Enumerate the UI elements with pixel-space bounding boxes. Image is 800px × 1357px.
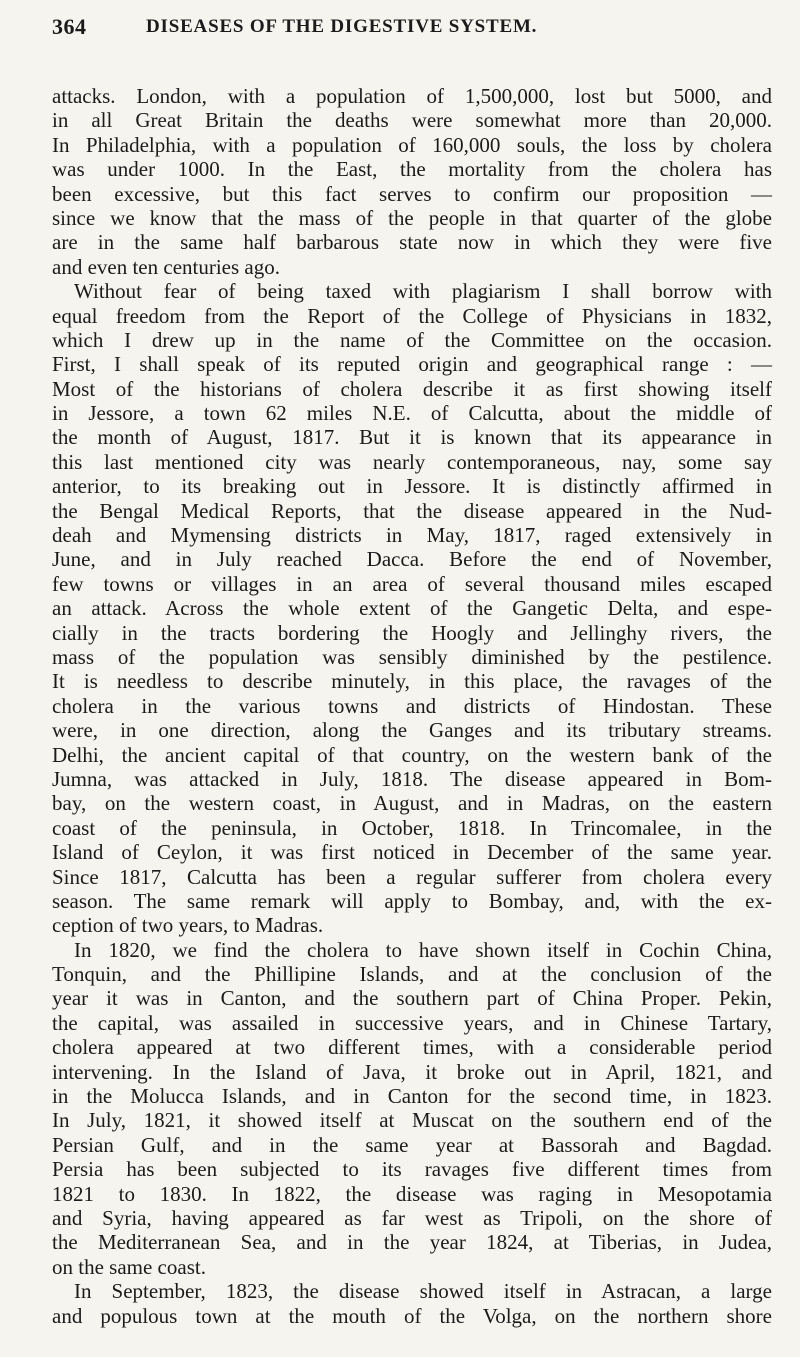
text-line: was under 1000. In the East, the mortality from the cholera has [52, 157, 772, 182]
text-line: the month of August, 1817. But it is known that its appearance in [52, 425, 772, 450]
text-line: equal freedom from the Report of the College of Physicians in 1832, [52, 303, 772, 328]
text-line: are in the same half barbarous state now in which they were five [52, 230, 772, 255]
text-line: Since 1817, Calcutta has been a regular sufferer from cholera every [52, 864, 772, 889]
text-line: the Bengal Medical Reports, that the disease appeared in the Nud- [52, 498, 772, 523]
text-line: which I drew up in the name of the Committee on the occasion. [52, 327, 772, 352]
text-line: cially in the tracts bordering the Hoogly and Jellinghy rivers, the [52, 620, 772, 645]
text-line: coast of the peninsula, in October, 1818. In Trincomalee, in the [52, 815, 772, 840]
text-line: and populous town at the mouth of the Volga, on the northern shore [52, 1303, 772, 1328]
text-line: June, and in July reached Dacca. Before the end of November, [52, 547, 772, 572]
text-line: in Jessore, a town 62 miles N.E. of Calcutta, about the middle of [52, 401, 772, 426]
text-line: First, I shall speak of its reputed origin and geographical range : — [52, 352, 772, 377]
text-line: Persia has been subjected to its ravages five different times from [52, 1157, 772, 1182]
text-line: cholera appeared at two different times, with a considerable period [52, 1035, 772, 1060]
text-line: anterior, to its breaking out in Jessore. It is distinctly affirmed in [52, 474, 772, 499]
text-line: Delhi, the ancient capital of that country, on the western bank of the [52, 742, 772, 767]
text-line: year it was in Canton, and the southern part of China Proper. Pekin, [52, 986, 772, 1011]
text-line: the capital, was assailed in successive years, and in Chinese Tartary, [52, 1010, 772, 1035]
text-line: on the same coast. [52, 1254, 206, 1279]
text-line: the Mediterranean Sea, and in the year 1824, at Tiberias, in Judea, [52, 1230, 772, 1255]
text-line: attacks. London, with a population of 1,500,000, lost but 5000, and [52, 84, 772, 108]
text-line: It is needless to describe minutely, in this place, the ravages of the [52, 669, 772, 694]
text-line: Island of Ceylon, it was first noticed in December of the same year. [52, 840, 772, 865]
text-line: since we know that the mass of the people in that quarter of the globe [52, 205, 772, 230]
text-line: 1821 to 1830. In 1822, the disease was raging in Mesopotamia [52, 1181, 772, 1206]
text-line: In September, 1823, the disease showed itself in Astracan, a large [74, 1279, 772, 1304]
text-line: been excessive, but this fact serves to confirm our proposition — [52, 181, 772, 206]
running-head [52, 14, 752, 40]
text-line: and Syria, having appeared as far west as Tripoli, on the shore of [52, 1205, 772, 1230]
text-line: mass of the population was sensibly diminished by the pestilence. [52, 644, 772, 669]
text-line: deah and Mymensing districts in May, 1817, raged extensively in [52, 523, 772, 548]
text-line: bay, on the western coast, in August, and in Madras, on the eastern [52, 791, 772, 816]
text-line: In Philadelphia, with a population of 160,000 souls, the loss by cholera [52, 132, 772, 157]
text-line: few towns or villages in an area of several thousand miles escaped [52, 571, 772, 596]
text-line: In July, 1821, it showed itself at Muscat on the southern end of the [52, 1108, 772, 1133]
text-line: ception of two years, to Madras. [52, 913, 324, 938]
text-line: in the Molucca Islands, and in Canton for the second time, in 1823. [52, 1084, 772, 1109]
text-line: this last mentioned city was nearly contemporaneous, nay, some say [52, 449, 772, 474]
text-line: an attack. Across the whole extent of the Gangetic Delta, and espe- [52, 596, 772, 621]
page-number: 364 [52, 14, 87, 39]
running-title: DISEASES OF THE DIGESTIVE SYSTEM. [146, 16, 538, 37]
text-line: Jumna, was attacked in July, 1818. The disease appeared in Bom- [52, 766, 772, 791]
text-line: Most of the historians of cholera describe it as first showing itself [52, 376, 772, 401]
text-line: Persian Gulf, and in the same year at Bassorah and Bagdad. [52, 1132, 772, 1157]
text-line: Without fear of being taxed with plagiarism I shall borrow with [74, 279, 772, 304]
text-line: intervening. In the Island of Java, it broke out in April, 1821, and [52, 1059, 772, 1084]
text-line: and even ten centuries ago. [52, 254, 280, 279]
text-line: season. The same remark will apply to Bombay, and, with the ex- [52, 888, 772, 913]
text-line: in all Great Britain the deaths were somewhat more than 20,000. [52, 108, 772, 133]
text-line: Tonquin, and the Phillipine Islands, and at the conclusion of the [52, 962, 772, 987]
text-line: In 1820, we find the cholera to have shown itself in Cochin China, [74, 937, 772, 962]
text-line: cholera in the various towns and districts of Hindostan. These [52, 693, 772, 718]
body-text [52, 84, 772, 1328]
text-line: were, in one direction, along the Ganges and its tributary streams. [52, 718, 772, 743]
